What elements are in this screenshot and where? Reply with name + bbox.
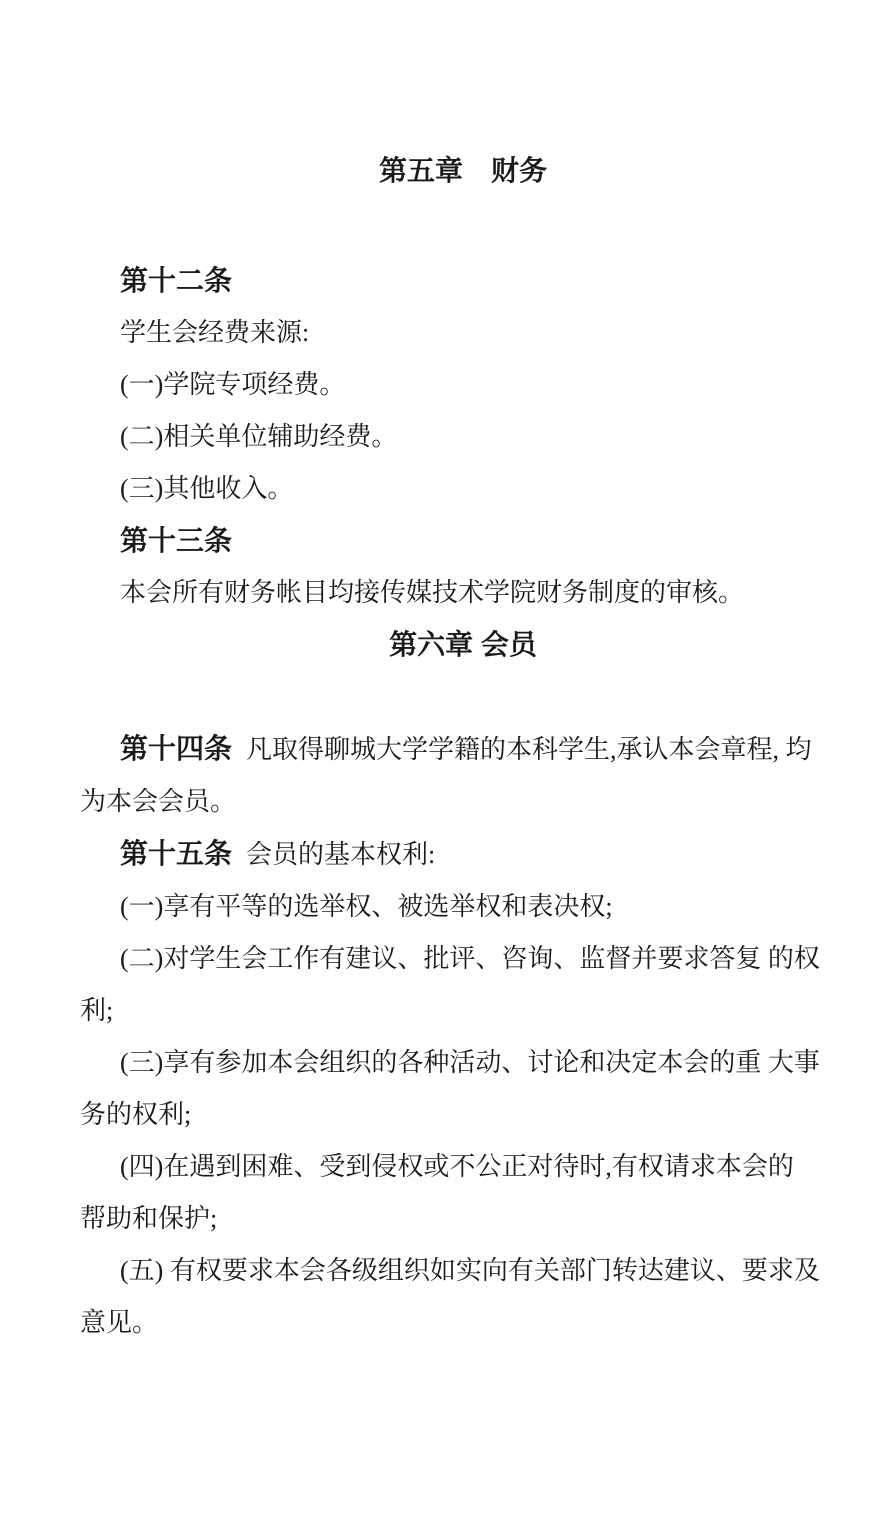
article14-text: 凡取得聊城大学学籍的本科学生,承认本会章程, 均 — [246, 735, 812, 764]
article14-heading: 第十四条 — [120, 733, 233, 764]
right-item-4-line-2: 帮助和保护; — [80, 1204, 218, 1233]
right-item-2-line-1: (二)对学生会工作有建议、批评、咨询、监督并要求答复 的权 — [120, 944, 820, 973]
article14-line-2: 为本会会员。 — [80, 787, 237, 816]
article15-line-1 — [80, 828, 846, 881]
right-item-5-line-2: 意见。 — [80, 1308, 159, 1337]
right-item-5-line-1: (五) 有权要求本会各级组织如实向有关部门转达建议、要求及 — [120, 1256, 820, 1285]
article13-body: 本会所有财务帐目均接传媒技术学院财务制度的审核。 — [120, 578, 745, 607]
article12-intro: 学生会经费来源: — [120, 318, 310, 347]
article15-heading: 第十五条 — [120, 838, 233, 869]
chapter5-title: 第五章 财务 — [378, 155, 547, 186]
article12-item-2: (二)相关单位辅助经费。 — [120, 422, 398, 451]
article14-line-1 — [80, 723, 846, 776]
article13-heading: 第十三条 — [120, 525, 233, 556]
right-item-1: (一)享有平等的选举权、被选举权和表决权; — [120, 892, 613, 921]
article15-intro: 会员的基本权利: — [246, 840, 436, 869]
article12-item-3: (三)其他收入。 — [120, 474, 294, 503]
article12-item-1: (一)学院专项经费。 — [120, 370, 346, 399]
right-item-3-line-2: 务的权利; — [80, 1100, 192, 1129]
chapter6-title: 第六章 会员 — [389, 629, 537, 660]
right-item-3-line-1: (三)享有参加本会组织的各种活动、讨论和决定本会的重 大事 — [120, 1048, 820, 1077]
right-item-4-line-1: (四)在遇到困难、受到侵权或不公正对待时,有权请求本会的 — [120, 1152, 794, 1181]
right-item-2-line-2: 利; — [80, 996, 114, 1025]
article12-heading: 第十二条 — [120, 265, 233, 296]
